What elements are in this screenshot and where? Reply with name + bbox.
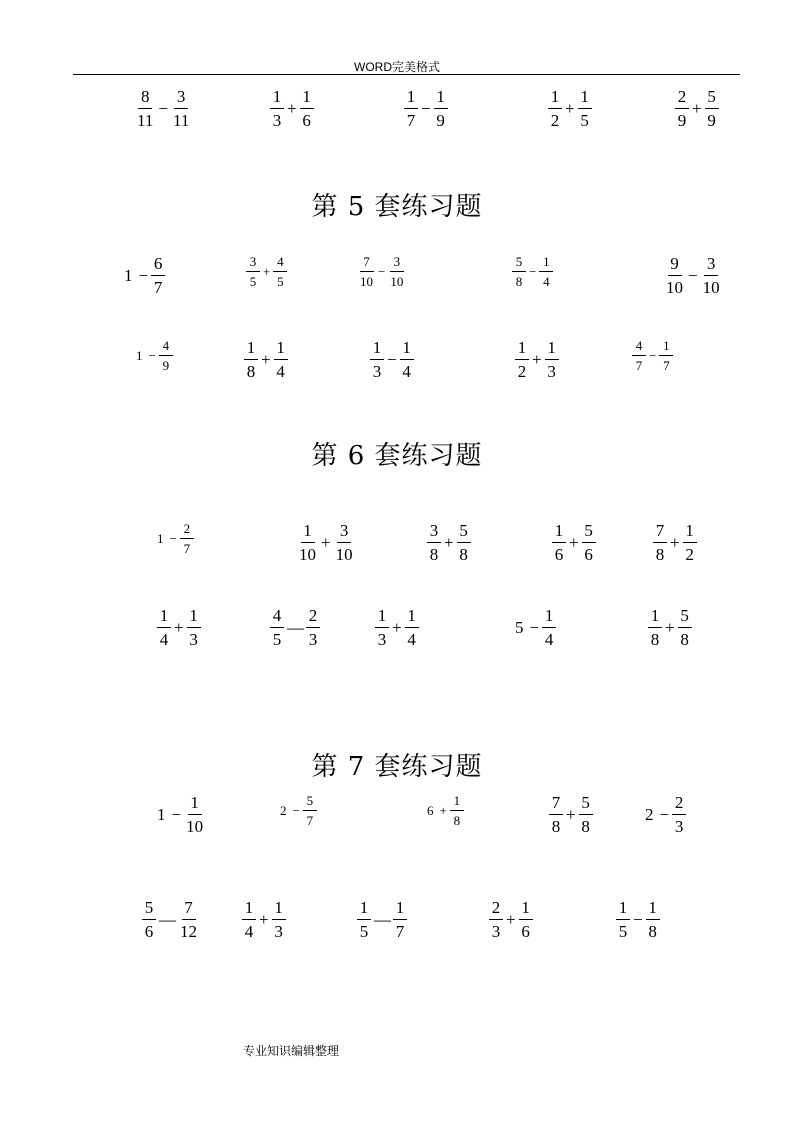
operator: − [529,618,540,637]
operator: + [532,350,542,369]
denominator: 5 [277,274,284,289]
denominator: 8 [515,274,523,289]
numerator: 5 [303,794,317,811]
operator: + [392,618,402,637]
numerator: 4 [632,339,646,356]
footer-text: 专业知识编辑整理 [243,1044,340,1058]
fraction-b [303,794,317,827]
denominator: 4 [402,362,411,381]
numerator: 7 [653,522,667,543]
fraction-b [151,255,165,296]
numerator: 2 [306,607,320,628]
fraction-b [300,88,314,129]
numerator: 7 [360,255,374,272]
numerator: 1 [539,255,553,272]
denominator: 4 [244,922,254,941]
fraction-b [159,339,173,372]
fraction-b [306,607,320,648]
fraction-a [297,522,318,563]
denominator: 2 [685,545,694,564]
numerator: 1 [542,607,556,628]
denominator: 3 [377,630,387,649]
fraction-b [171,88,191,129]
fraction-b [519,899,533,940]
operator: + [565,99,575,118]
fraction-a [370,339,384,380]
fraction-expression [515,339,559,380]
fraction-b [705,88,719,129]
numerator: 1 [545,339,559,360]
numerator: 8 [138,88,152,109]
operator: − [421,99,431,118]
denominator: 7 [183,541,191,556]
operator: + [670,533,680,552]
numerator: 1 [404,88,418,109]
header-rule [73,74,740,75]
denominator: 8 [453,813,461,828]
fraction-a [375,607,389,648]
numerator: 7 [182,899,196,920]
numerator: 2 [489,899,503,920]
fraction-expression [489,899,533,940]
whole-number: 2 [280,803,287,818]
fraction-expression [645,794,686,835]
numerator: 2 [675,88,689,109]
fraction-b [273,255,287,288]
numerator: 1 [357,899,371,920]
fraction-expression [244,339,288,380]
operator: − [378,264,386,279]
operator: + [287,99,297,118]
numerator: 1 [188,794,202,815]
fraction-expression [375,607,419,648]
denominator: 6 [554,545,564,564]
denominator: 8 [648,922,657,941]
denominator: 3 [491,922,501,941]
denominator: 8 [650,630,660,649]
numerator: 1 [405,607,419,628]
fraction-b [701,255,722,296]
fraction-expression [358,255,405,288]
whole-number: 1 [136,348,143,363]
numerator: 3 [337,522,351,543]
fraction-expression [280,794,317,827]
numerator: 1 [648,607,662,628]
operator: − [633,910,643,929]
denominator: 7 [406,111,416,130]
fraction-expression [270,607,320,648]
fraction-expression [427,522,471,563]
denominator: 3 [547,362,556,381]
numerator: 1 [242,899,256,920]
numerator: 5 [142,899,156,920]
operator: − [158,99,168,118]
fraction-b [187,607,201,648]
denominator: 5 [249,274,257,289]
fraction-a [142,899,156,940]
operator: + [506,910,516,929]
numerator: 1 [270,88,284,109]
fraction-expression [242,899,286,940]
whole-number: 5 [515,618,524,637]
operator: − [169,531,177,546]
whole-number: 2 [645,805,654,824]
fraction-a [270,607,284,648]
fraction-expression [664,255,722,296]
fraction-expression [270,88,314,129]
fraction-a [357,899,371,940]
set-title-5: 第 5 套练习题 [311,192,483,222]
operator: − [148,348,156,363]
operator: + [321,533,331,552]
fraction-b [178,899,199,940]
numerator: 1 [301,522,315,543]
numerator: 5 [457,522,471,543]
fraction-a [653,522,667,563]
fraction-b [457,522,471,563]
fraction-a [135,88,155,129]
fraction-expression [548,88,592,129]
numerator: 1 [244,339,258,360]
denominator: 10 [666,278,683,297]
fraction-b [579,794,593,835]
operator: + [444,533,454,552]
fraction-expression [157,522,194,555]
denominator: 8 [551,817,561,836]
numerator: 4 [270,607,284,628]
numerator: 7 [549,794,563,815]
fraction-expression [157,794,205,835]
numerator: 6 [151,255,165,276]
fraction-expression [427,794,464,827]
numerator: 1 [300,88,314,109]
denominator: 8 [459,545,468,564]
denominator: 5 [272,630,282,649]
fraction-a [246,255,260,288]
fraction-b [678,607,692,648]
numerator: 1 [400,339,414,360]
denominator: 7 [635,358,643,373]
fraction-b [274,339,288,380]
numerator: 1 [393,899,407,920]
denominator: 9 [677,111,687,130]
fraction-b [272,899,286,940]
numerator: 1 [515,339,529,360]
denominator: 5 [580,111,589,130]
fraction-a [404,88,418,129]
whole-number: 1 [124,266,133,285]
operator: — [374,910,390,929]
fraction-expression [297,522,355,563]
operator: + [259,910,269,929]
operator: + [569,533,579,552]
denominator: 3 [372,362,382,381]
denominator: 4 [543,274,550,289]
operator: − [387,350,397,369]
fraction-b [539,255,553,288]
fraction-expression [136,339,173,372]
denominator: 6 [521,922,530,941]
denominator: 7 [306,813,314,828]
fraction-a [270,88,284,129]
denominator: 7 [395,922,405,941]
fraction-expression [124,255,165,296]
fraction-expression [370,339,414,380]
fraction-b [450,794,464,827]
denominator: 8 [655,545,665,564]
set-title-6: 第 6 套练习题 [311,441,483,471]
operator: + [263,264,271,279]
denominator: 6 [584,545,593,564]
numerator: 9 [668,255,682,276]
fraction-expression [404,88,448,129]
denominator: 10 [299,545,316,564]
fraction-b [646,899,660,940]
numerator: 2 [672,794,686,815]
fraction-a [548,88,562,129]
whole-number: 1 [157,805,166,824]
numerator: 5 [705,88,719,109]
fraction-b [578,88,592,129]
operator: + [692,99,702,118]
header-text: WORD完美格式 [354,60,440,74]
fraction-expression [515,607,556,648]
numerator: 2 [180,522,194,539]
fraction-expression [142,899,199,940]
fraction-b [334,522,355,563]
fraction-expression [653,522,697,563]
fraction-a [512,255,526,288]
fraction-a [242,899,256,940]
denominator: 5 [359,922,369,941]
numerator: 1 [187,607,201,628]
numerator: 1 [450,794,464,811]
denominator: 3 [272,111,282,130]
operator: — [287,618,303,637]
denominator: 3 [274,922,283,941]
fraction-b [388,255,405,288]
denominator: 8 [429,545,439,564]
denominator: 5 [618,922,628,941]
whole-number: 6 [427,803,434,818]
fraction-a [489,899,503,940]
numerator: 4 [159,339,173,356]
fraction-expression [675,88,719,129]
operator: + [566,805,576,824]
denominator: 6 [302,111,311,130]
fraction-b [400,339,414,380]
fraction-a [616,899,630,940]
numerator: 1 [552,522,566,543]
fraction-expression [552,522,596,563]
denominator: 3 [674,817,684,836]
operator: − [688,266,698,285]
denominator: 9 [707,111,716,130]
fraction-b [582,522,596,563]
numerator: 1 [272,899,286,920]
numerator: 1 [578,88,592,109]
numerator: 5 [512,255,526,272]
operator: — [159,910,175,929]
denominator: 11 [137,111,154,130]
numerator: 3 [704,255,718,276]
operator: + [665,618,675,637]
numerator: 1 [683,522,697,543]
fraction-b [184,794,205,835]
fraction-b [659,339,673,372]
fraction-b [180,522,194,555]
fraction-a [358,255,375,288]
fraction-a [549,794,563,835]
numerator: 1 [519,899,533,920]
set-title-7: 第 7 套练习题 [311,752,483,782]
numerator: 5 [579,794,593,815]
numerator: 4 [273,255,287,272]
fraction-b [405,607,419,648]
denominator: 12 [180,922,197,941]
numerator: 5 [678,607,692,628]
denominator: 10 [186,817,204,836]
operator: + [261,350,271,369]
operator: − [529,264,537,279]
fraction-expression [512,255,553,288]
fraction-a [427,522,441,563]
denominator: 4 [276,362,285,381]
denominator: 2 [550,111,560,130]
denominator: 4 [544,630,554,649]
fraction-b [545,339,559,380]
fraction-expression [632,339,673,372]
denominator: 7 [153,278,163,297]
denominator: 3 [189,630,198,649]
denominator: 9 [162,358,170,373]
fraction-b [542,607,556,648]
denominator: 4 [407,630,416,649]
numerator: 3 [390,255,404,272]
fraction-a [675,88,689,129]
denominator: 11 [172,111,190,130]
operator: + [439,803,447,818]
numerator: 1 [646,899,660,920]
fraction-b [393,899,407,940]
denominator: 10 [702,278,720,297]
numerator: 1 [616,899,630,920]
denominator: 10 [360,274,373,289]
fraction-a [664,255,685,296]
denominator: 9 [436,111,445,130]
fraction-a [157,607,171,648]
numerator: 1 [274,339,288,360]
fraction-a [648,607,662,648]
numerator: 3 [246,255,260,272]
operator: − [138,266,149,285]
numerator: 3 [427,522,441,543]
numerator: 1 [375,607,389,628]
fraction-b [672,794,686,835]
denominator: 3 [308,630,318,649]
numerator: 3 [174,88,188,109]
fraction-a [515,339,529,380]
fraction-expression [157,607,201,648]
fraction-expression [246,255,287,288]
denominator: 8 [680,630,689,649]
fraction-expression [616,899,660,940]
whole-number: 1 [157,531,164,546]
denominator: 8 [581,817,590,836]
denominator: 7 [663,358,670,373]
fraction-b [434,88,448,129]
fraction-expression [549,794,593,835]
denominator: 10 [335,545,353,564]
operator: − [659,805,670,824]
operator: + [174,618,184,637]
operator: − [292,803,300,818]
denominator: 6 [144,922,154,941]
denominator: 2 [517,362,527,381]
numerator: 1 [370,339,384,360]
numerator: 5 [582,522,596,543]
denominator: 8 [246,362,256,381]
denominator: 10 [390,274,404,289]
fraction-a [552,522,566,563]
fraction-expression [648,607,692,648]
numerator: 1 [548,88,562,109]
fraction-expression [357,899,407,940]
operator: − [649,348,657,363]
fraction-b [683,522,697,563]
numerator: 1 [157,607,171,628]
fraction-expression [135,88,191,129]
fraction-a [632,339,646,372]
numerator: 1 [659,339,673,356]
denominator: 4 [159,630,169,649]
numerator: 1 [434,88,448,109]
operator: − [171,805,182,824]
fraction-a [244,339,258,380]
